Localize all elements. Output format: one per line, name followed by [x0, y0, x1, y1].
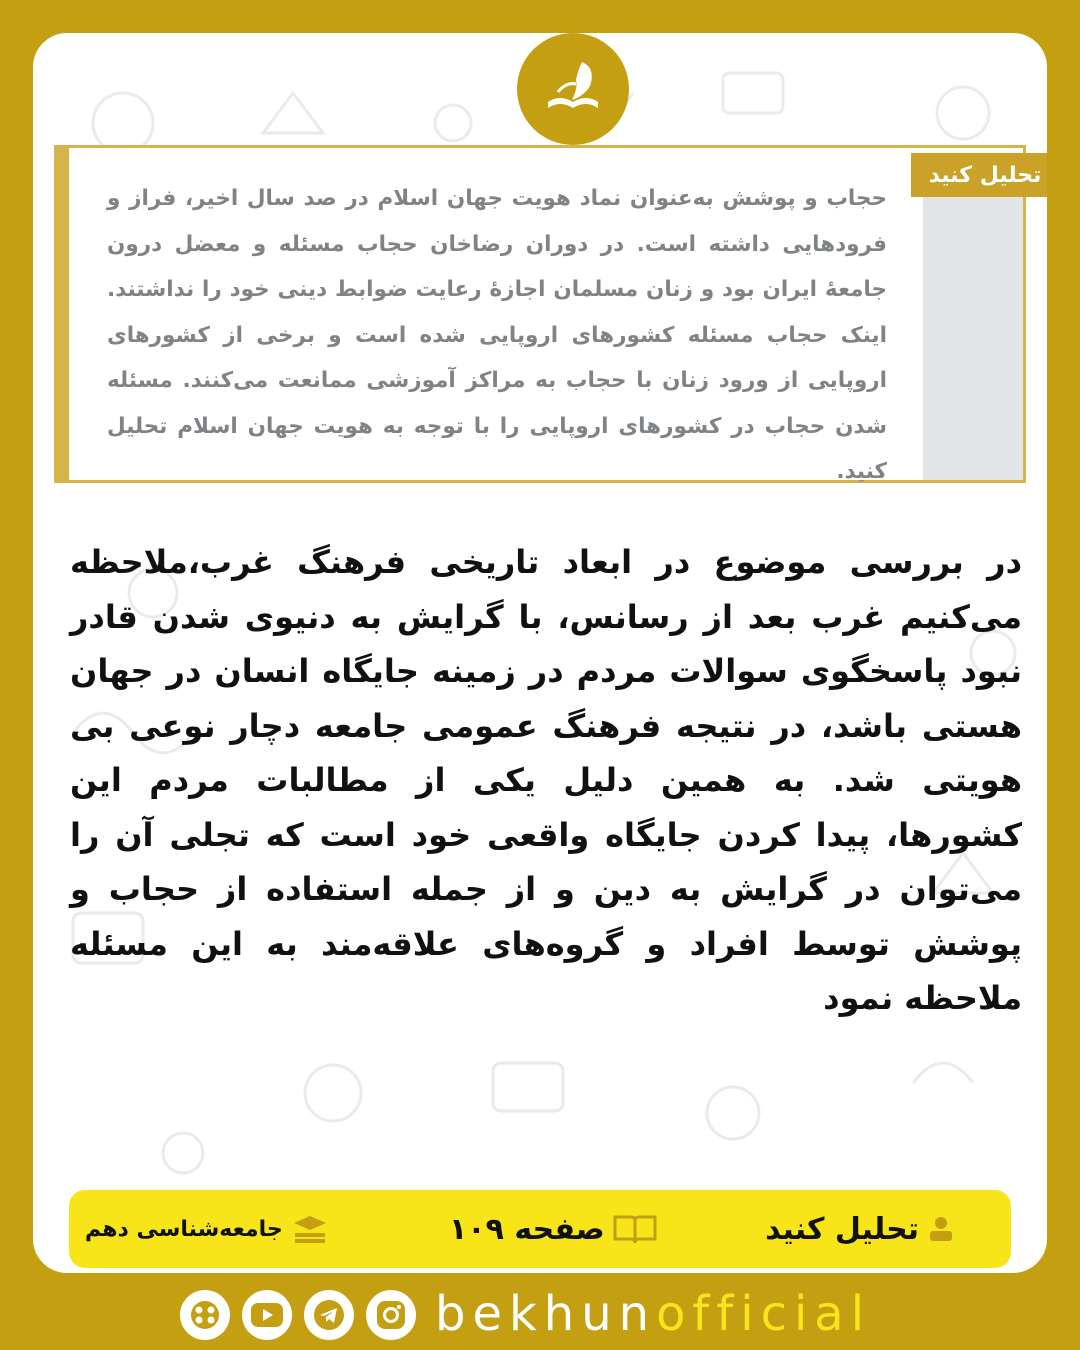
activity-label: تحلیل کنید — [765, 1211, 919, 1247]
excerpt-accent-bar — [57, 148, 69, 480]
instagram-icon[interactable] — [366, 1290, 416, 1340]
brand-handle-part2: official — [656, 1286, 872, 1342]
content-card — [33, 33, 1047, 1273]
brand-handle[interactable] — [435, 1284, 871, 1344]
telegram-icon[interactable] — [304, 1290, 354, 1340]
excerpt-side-strip — [923, 166, 1023, 480]
page-label: صفحه ۱۰۹ — [449, 1211, 605, 1247]
aparat-icon[interactable] — [180, 1290, 230, 1340]
brand-logo — [517, 33, 629, 145]
open-book-icon — [613, 1213, 657, 1245]
graduation-books-icon — [291, 1214, 329, 1244]
info-bar — [69, 1190, 1011, 1268]
book-tab-label: تحلیل کنید — [911, 153, 1047, 197]
subject-item — [85, 1190, 329, 1268]
logo-book-quill-icon — [538, 54, 608, 124]
activity-item — [765, 1190, 955, 1268]
answer-text: در بررسی موضوع در ابعاد تاریخی فرهنگ غرب،ملاحظه می‌کنیم غرب بعد از رسانس، با گرایش به دنیوی شدن قادر نبود پاسخگوی سوالات مردم در زمینه جایگاه انسان در جهان هستی باشد، در نتیجه فرهنگ عمومی جامعه دچار نوعی بی هویتی شد. به همین دلیل یکی از مطالبات مردم این کشورها، پیدا کردن جایگاه واقعی خود است که تجلی آن را می‌توان در گرایش به دین و از جمله استفاده از حجاب و پوشش توسط افراد و گروه‌های علاقه‌مند به این مسئله ملاحظه نمود — [70, 543, 1022, 1017]
textbook-question-text: حجاب و پوشش به‌عنوان نماد هویت جهان اسلام در صد سال اخیر، فراز و فرودهایی داشته است. در دوران رضاخان حجاب مسئله و معضل درون جامعهٔ ایران بود و زنان مسلمان اجازهٔ رعایت ضوابط دینی خود را نداشتند. اینک حجاب مسئله کشورهای اروپایی شده است و برخی از کشورهای اروپایی از ورود زنان با حجاب به مراکز آموزشی ممانعت می‌کنند. مسئله شدن حجاب در کشورهای اروپایی را با توجه به هویت جهان اسلام تحلیل کنید. — [107, 186, 887, 484]
subject-label: جامعه‌شناسی دهم — [85, 1216, 283, 1242]
textbook-excerpt-box — [54, 145, 1026, 483]
youtube-icon[interactable] — [242, 1290, 292, 1340]
footer — [180, 1286, 900, 1350]
brand-handle-part1: bekhun — [435, 1286, 657, 1342]
teacher-icon — [927, 1215, 955, 1243]
page-item — [449, 1190, 657, 1268]
